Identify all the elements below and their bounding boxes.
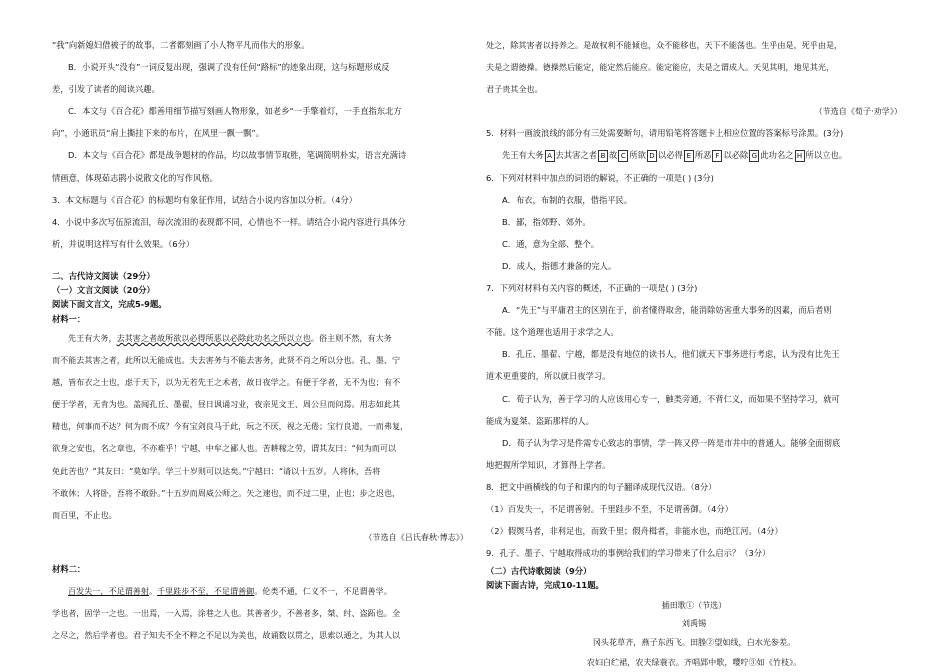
q7-option-c: C．荀子认为，善于学习的人应该用心专一，触类旁通，不背仁义，而如果不坚持学习，就可 xyxy=(502,393,840,404)
answer-mark-box: H xyxy=(795,150,805,162)
answer-mark-box: E xyxy=(684,150,694,162)
q2-option-b-cont: 差，引发了读者的阅读兴趣。 xyxy=(52,84,160,95)
material-1-line-2: 而不能去其害之者，此所以无能成也。夫去害务与不能去害务，此贤不肖之所以分也。孔、墨、宁 xyxy=(52,355,401,366)
q2-continuation: “我”向新媳妇借被子的故事，二者都刻画了小人物平凡而伟大的形象。 xyxy=(52,40,310,50)
material-2-line-2: 学也者，固学一之也。一出焉，一入焉，涂巷之人也。其善者少，不善者多，桀、纣、盗跖也。全 xyxy=(52,608,401,619)
q2-option-c: C．本文与《百合花》都善用细节描写刻画人物形象，如老乡“一手擎着灯，一手直指东北方 xyxy=(68,106,402,117)
underlined-sentence-1: 百发失一，不足谓善射 xyxy=(68,585,149,596)
q7-option-d-cont: 地把握所学知识，才算得上学者。 xyxy=(486,459,611,470)
right-column xyxy=(486,34,902,672)
q5-text-segment: 以必除 xyxy=(723,150,749,161)
subsection-1-heading: （一）文言文阅读（20分） xyxy=(52,284,155,295)
section-2-heading: 二、古代诗文阅读（29分） xyxy=(52,270,155,281)
material-1-line-9: 而百里，不止也。 xyxy=(52,509,117,520)
material-2-line-4: 处之，除其害者以持养之。是故权利不能倾也，众不能移也，天下不能荡也。生乎由是，死乎由是， xyxy=(486,40,843,50)
answer-mark-box: G xyxy=(749,150,759,162)
question-4-cont: 析，并说明这样写有什么效果。（6分） xyxy=(52,238,195,249)
poem-title: 插田歌①（节选） xyxy=(661,600,727,611)
material-2-label: 材料二： xyxy=(52,563,86,574)
question-7: 7．下列对材料有关内容的概述，不正确的一项是( ) (3分) xyxy=(486,283,698,294)
question-9: 9．孔子、墨子、宁越取得成功的事例给我们的学习带来了什么启示？（3分） xyxy=(486,548,771,559)
q2-option-b: B．小说开头“没有”一词反复出现，强调了没有任何“路标”的迹象出现，这与标题形成反 xyxy=(68,62,390,73)
material-1-line-1: 先王有大务，去其害之者故所欲以必得所恶以必除此功名之所以立也。俗主则不然，有大务 xyxy=(68,332,392,343)
material-1-label: 材料一： xyxy=(52,313,86,324)
question-5: 5．材料一画波浪线的部分有三处需要断句，请用铅笔将答题卡上相应位置的答案标号涂黑。(3分) xyxy=(486,128,844,139)
material-1-line-8: 不敢休；人将卧，吾将不敢卧。”十五岁而周威公师之。矢之速也，而不过二里，止也；步之迟也， xyxy=(52,487,401,498)
underlined-sentence-2: 千里跬步不至，不足谓善御 xyxy=(157,585,255,596)
q5-text-segment: 所恶 xyxy=(694,150,712,161)
material-1-line-3: 越，皆布衣之士也，虑于天下，以为无若先王之术者，故日夜学之。有便于学者，无不为也；有不 xyxy=(52,377,401,388)
poem-line-1: 冈头花草齐，燕子东西飞。田塍②望如线，白水光参差。 xyxy=(592,637,796,648)
q5-text-segment: 故 xyxy=(609,150,618,161)
material-2-line-6: 君子贵其全也。 xyxy=(486,84,543,95)
material-2-line-1: 百发失一，不足谓善射。千里跬步不至，不足谓善御。伦类不通，仁义不一，不足谓善学。 xyxy=(68,585,392,596)
q7-option-a: A．“先王”与平庸君主的区别在于，前者懂得取舍，能消除妨害重大事务的因素，而后者则 xyxy=(502,305,832,316)
material-1-line-6: 欲身之安也，名之章也，不亦难乎！宁越，中牟之鄙人也。苦耕稼之劳，谓其友曰：“何为而可以 xyxy=(52,443,397,454)
answer-mark-box: A xyxy=(545,150,555,162)
answer-mark-box: B xyxy=(598,150,608,162)
material-1-line-5: 精也，何事而不达？何为而不成？今有宝剑良马于此，玩之不厌，视之无倦；宝行良道，一而弗复， xyxy=(52,421,409,432)
q8-part-2: （2）假舆马者，非利足也，而致千里；假舟楫者，非能水也，而绝江河。（4分） xyxy=(486,526,783,537)
q5-text-segment: 所以立也。 xyxy=(805,150,848,161)
q7-option-b-cont: 道术更重要的，所以就日夜学习。 xyxy=(486,371,611,382)
q2-option-d: D．本文与《百合花》都是战争题材的作品，均以故事情节取胜，笔调简明朴实，语言充满诗 xyxy=(68,150,407,161)
material-1-line-4: 便于学者，无肯为也。盖闻孔丘、墨翟，昼日讽诵习业，夜亲见文王、周公旦而问焉。用志如此其 xyxy=(52,399,401,410)
q2-option-c-cont: 向”，小通讯员“肩上撕挂下来的布片，在风里一飘一飘”。 xyxy=(52,128,265,139)
q6-option-d: D．成人，指德才兼备的完人。 xyxy=(502,260,617,271)
material-2-source: （节选自《荀子·劝学》） xyxy=(814,106,902,117)
reading-instruction: 阅读下面文言文，完成5-9题。 xyxy=(52,298,167,309)
spacer xyxy=(52,548,468,558)
q5-text-segment: 此功名之 xyxy=(760,150,794,161)
subsection-2-heading: （二）古代诗歌阅读（9分） xyxy=(486,566,592,577)
question-6: 6．下列对材料中加点的词语的解说，不正确的一项是( ) (3分) xyxy=(486,172,714,183)
question-5-sentence xyxy=(486,144,902,166)
q5-text-segment: 以必得 xyxy=(657,150,683,161)
question-8: 8．把文中画横线的句子和课内的句子翻译成现代汉语。（8分） xyxy=(486,481,717,492)
answer-mark-box: F xyxy=(712,150,722,162)
left-column xyxy=(52,34,468,646)
answer-mark-box: D xyxy=(647,150,657,162)
material-1-source: （节选自《吕氏春秋·博志》） xyxy=(364,531,468,542)
poem-instruction: 阅读下面古诗，完成10-11题。 xyxy=(486,580,604,591)
q2-option-d-cont: 情画意，体现茹志鹃小说散文化的写作风格。 xyxy=(52,172,218,183)
poem-line-2: 农妇白纻裙，农夫绿蓑衣。齐唱郢中歌，嘤咛③如《竹枝》。 xyxy=(586,657,802,668)
material-1-line-7: 免此苦也？”其友曰：“莫如学。学三十岁则可以达矣。”宁越曰：“请以十五岁。人将休，吾将 xyxy=(52,465,381,476)
q5-text-segment: 所欲 xyxy=(629,150,646,161)
wavy-underlined-text: 去其害之者故所欲以必得所恶以必除此功名之所以立也 xyxy=(116,332,311,343)
q7-option-d: D．荀子认为学习是件需专心致志的事情，学一阵又停一阵是市井中的普通人。能够全面彻底 xyxy=(502,437,841,448)
spacer xyxy=(52,255,468,269)
q5-text-segment: 先王有大务 xyxy=(502,150,544,161)
q6-option-c: C．通，意为全部、整个。 xyxy=(502,238,600,249)
material-2-line-5: 夫是之谓德操。德操然后能定，能定然后能应。能定能应，夫是之谓成人。天见其明，地见其光， xyxy=(486,62,835,73)
q6-option-b: B．鄙，指郊野、郊外。 xyxy=(502,216,591,227)
poem-author: 刘禹锡 xyxy=(681,618,707,629)
question-4: 4．小说中多次写伍原流泪，每次流泪的表现都不同，心情也不一样。请结合小说内容进行具体分 xyxy=(52,216,406,227)
q7-option-b: B．孔丘、墨翟、宁越，都是没有地位的读书人，他们就天下事务进行考虑，认为没有比先王 xyxy=(502,349,840,360)
q6-option-a: A．布衣，布制的衣服，借指平民。 xyxy=(502,194,633,205)
q7-option-a-cont: 不能。这个道理也适用于求学之人。 xyxy=(486,327,619,338)
answer-mark-box: C xyxy=(618,150,628,162)
question-3: 3．本文标题与《百合花》的标题均有象征作用，试结合小说内容加以分析。（4分） xyxy=(52,194,358,205)
q8-part-1: （1）百发失一，不足谓善射。千里跬步不至，不足谓善御。（4分） xyxy=(486,503,734,514)
material-2-line-3: 之尽之，然后学者也。君子知夫不全不粹之不足以为美也，故诵数以贯之，思索以通之，为其人以 xyxy=(52,630,401,641)
q5-text-segment: 去其害之者 xyxy=(555,150,597,161)
q7-option-c-cont: 能成为夏桀、盗跖那样的人。 xyxy=(486,415,594,426)
